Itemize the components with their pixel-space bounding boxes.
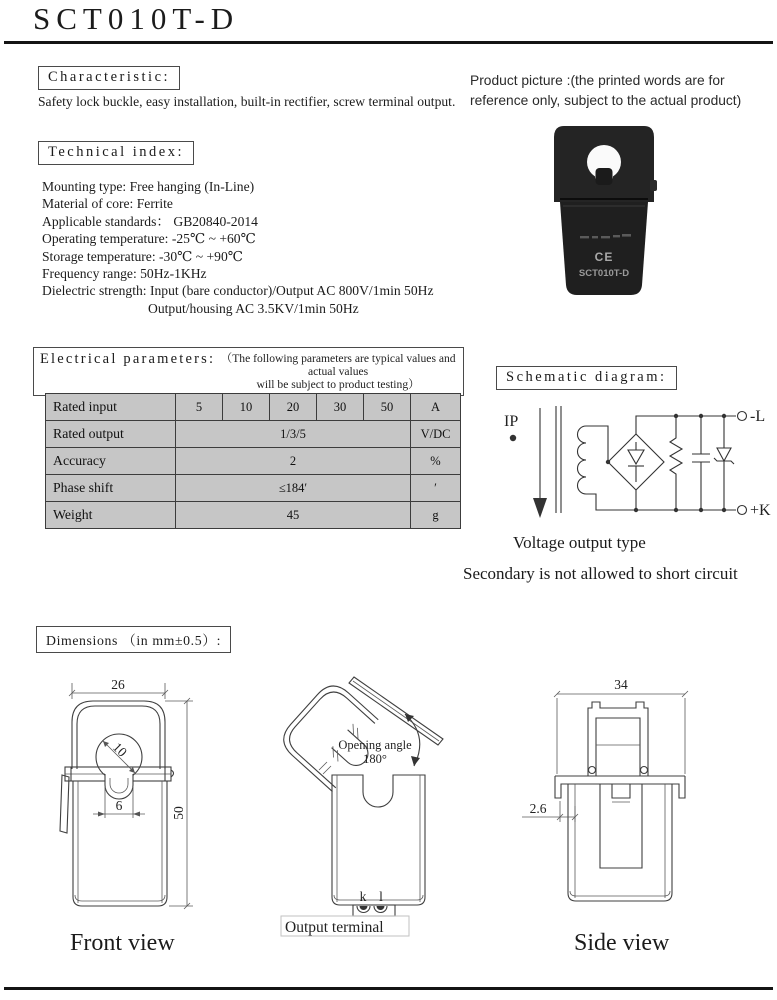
product-picture-note bbox=[470, 71, 770, 111]
unit-cell: % bbox=[411, 448, 461, 475]
dim-hole-10: 10 bbox=[109, 739, 131, 760]
side-view-dimensions bbox=[522, 677, 688, 822]
electrical-parameters-note bbox=[215, 351, 461, 392]
schematic-caption-voltage: Voltage output type bbox=[513, 533, 646, 552]
terminal-l-label: l bbox=[379, 889, 383, 904]
front-view-caption: Front view bbox=[70, 930, 175, 956]
ip-dot bbox=[510, 435, 516, 441]
schematic-diagram bbox=[496, 398, 776, 533]
table-row bbox=[46, 475, 461, 502]
output-terminal-label: Output terminal bbox=[285, 919, 384, 936]
cell: 45 bbox=[176, 502, 411, 529]
electrical-parameters-heading: Electrical parameters: bbox=[40, 351, 216, 367]
opening-angle-value: 180° bbox=[363, 752, 387, 766]
side-view-drawing bbox=[488, 658, 738, 933]
schematic-heading: Schematic diagram: bbox=[496, 366, 677, 390]
technical-index-list bbox=[42, 178, 433, 317]
product-photo bbox=[550, 124, 658, 299]
tech-item: Dielectric strength: Input (bare conductor)/Output AC 800V/1min 50Hz bbox=[42, 283, 434, 299]
cell: 50 bbox=[364, 394, 411, 421]
row-label: Rated output bbox=[46, 421, 176, 448]
front-view-drawing bbox=[48, 663, 238, 933]
row-label: Accuracy bbox=[46, 448, 176, 475]
page-title: SCT010T-D bbox=[33, 1, 240, 36]
unit-cell: A bbox=[411, 394, 461, 421]
schematic-circuit bbox=[533, 406, 747, 518]
tech-item: Operating temperature: -25℃ ~ +60℃ bbox=[42, 231, 256, 247]
tech-item: Output/housing AC 3.5KV/1min 50Hz bbox=[148, 300, 359, 316]
product-note-line1: Product picture :(the printed words are for bbox=[470, 73, 725, 88]
product-note-line2: reference only, subject to the actual product) bbox=[470, 93, 742, 108]
dim-width-26: 26 bbox=[111, 677, 125, 692]
row-label: Weight bbox=[46, 502, 176, 529]
tech-item: Mounting type: Free hanging (In-Line) bbox=[42, 179, 255, 194]
cell: ≤184′ bbox=[176, 475, 411, 502]
table-row bbox=[46, 421, 461, 448]
electrical-parameters-heading-box bbox=[33, 347, 464, 396]
tech-item: Frequency range: 50Hz-1KHz bbox=[42, 266, 207, 282]
technical-index-heading: Technical index: bbox=[38, 141, 194, 165]
terminal-K-label: +K bbox=[750, 502, 771, 519]
opening-view-drawing bbox=[253, 648, 463, 938]
dim-slot-6: 6 bbox=[115, 798, 123, 813]
ce-mark: CE bbox=[594, 250, 614, 264]
table-row bbox=[46, 394, 461, 421]
unit-cell: g bbox=[411, 502, 461, 529]
terminal-L-label: -L bbox=[750, 408, 766, 425]
dim-wall-2-6: 2.6 bbox=[529, 801, 547, 816]
ep-note-line1: （The following parameters are typical values and actual values bbox=[220, 352, 456, 379]
dim-height-50: 50 bbox=[171, 806, 186, 820]
ep-note-line2: will be subject to product testing） bbox=[256, 378, 420, 392]
unit-cell: ′ bbox=[411, 475, 461, 502]
cell: 10 bbox=[223, 394, 270, 421]
bottom-divider bbox=[4, 987, 773, 990]
tech-item: Storage temperature: -30℃ ~ +90℃ bbox=[42, 248, 243, 264]
electrical-parameters-table bbox=[45, 393, 461, 529]
cell: 1/3/5 bbox=[176, 421, 411, 448]
cell: 5 bbox=[176, 394, 223, 421]
cell: 2 bbox=[176, 448, 411, 475]
tech-item: Applicable standards： GB20840-2014 bbox=[42, 213, 258, 229]
unit-cell: V/DC bbox=[411, 421, 461, 448]
dim-width-34: 34 bbox=[614, 677, 628, 692]
ip-label: IP bbox=[504, 413, 519, 430]
side-view-shapes bbox=[555, 702, 685, 901]
cell: 20 bbox=[270, 394, 317, 421]
tech-item: Material of core: Ferrite bbox=[42, 196, 173, 212]
characteristic-heading: Characteristic: bbox=[38, 66, 180, 90]
top-divider bbox=[4, 41, 773, 44]
cell: 30 bbox=[317, 394, 364, 421]
row-label: Phase shift bbox=[46, 475, 176, 502]
schematic-caption-secondary: Secondary is not allowed to short circuit bbox=[463, 564, 738, 583]
row-label: Rated input bbox=[46, 394, 176, 421]
product-model-label: SCT010T-D bbox=[578, 268, 630, 279]
dimensions-heading: Dimensions （in mm±0.5）: bbox=[36, 626, 231, 653]
terminal-k-label: k bbox=[359, 889, 367, 904]
table-row bbox=[46, 448, 461, 475]
table-row bbox=[46, 502, 461, 529]
opening-angle-label: Opening angle bbox=[338, 738, 412, 752]
clamp-ct-photo bbox=[554, 126, 657, 295]
side-view-caption: Side view bbox=[574, 930, 670, 956]
characteristic-text: Safety lock buckle, easy installation, built-in rectifier, screw terminal output. bbox=[38, 94, 456, 109]
